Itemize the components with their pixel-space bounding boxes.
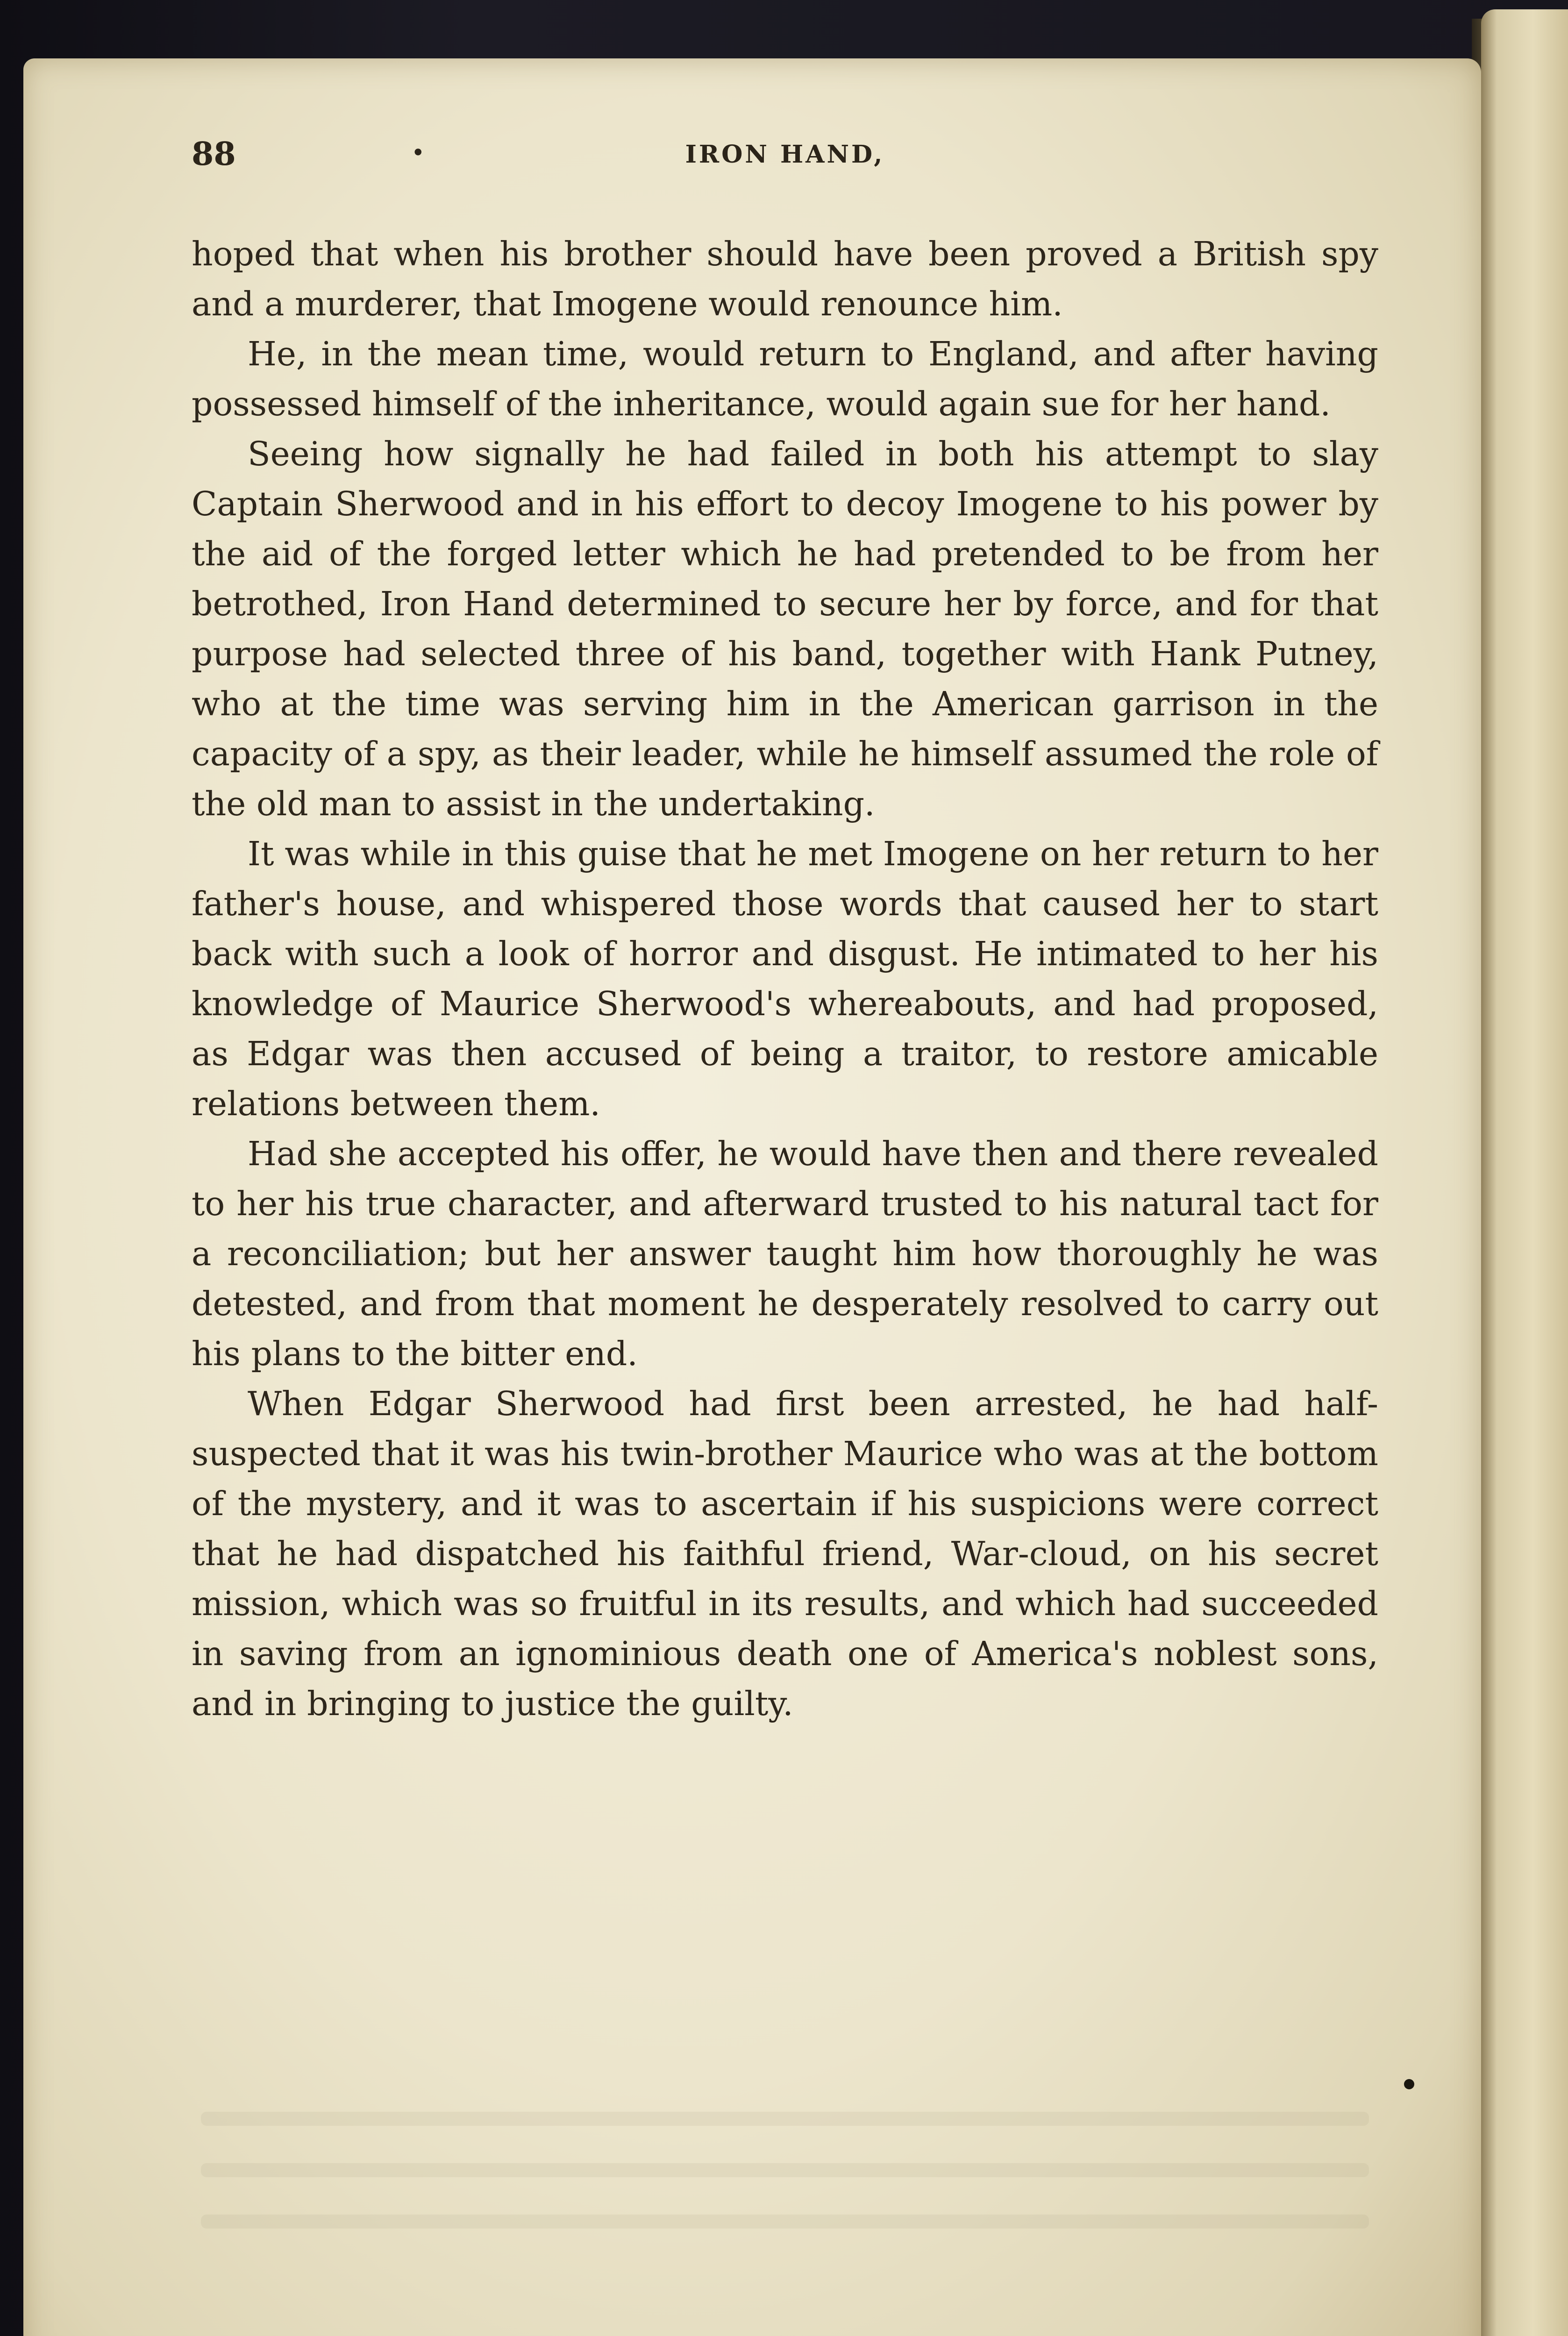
paragraph: He, in the mean time, would return to England, and after having possessed himself of the inheritance, would again sue for her hand.: [192, 335, 1378, 423]
bleed-through: [201, 2163, 1369, 2177]
body-text: [192, 229, 1378, 1729]
ink-spot: [1404, 2079, 1414, 2089]
paragraph: hoped that when his brother should have been proved a British spy and a murderer, that Imogene would renounce him.: [192, 235, 1378, 323]
paragraph: When Edgar Sherwood had first been arrested, he had half-suspected that it was his twin-brother Maurice who was at the bottom of the mystery, and it was to ascertain if his suspicions were correct that he had dispatched his faithful friend, War-cloud, on his secret mission, which was so fruitful in its results, and which had succeeded in saving from an ignominious death one of America's noblest sons, and in bringing to justice the guilty.: [192, 1384, 1378, 1723]
running-head: IRON HAND,: [685, 140, 885, 169]
bleed-through: [201, 2215, 1369, 2229]
page-header: [192, 135, 1378, 178]
facing-page-edge: [1481, 9, 1568, 2336]
paragraph: It was while in this guise that he met Imogene on her return to her father's house, and whispered those words that caused her to start back with such a look of horror and disgust. He intimated to her his knowledge of Maurice Sherwood's whereabouts, and had proposed, as Edgar was then accused of being a traitor, to restore amicable relations between them.: [192, 834, 1378, 1123]
header-separator: •: [411, 139, 425, 166]
page-number: 88: [192, 135, 236, 173]
paragraph: Had she accepted his offer, he would have then and there revealed to her his true character, and afterward trusted to his natural tact for a reconciliation; but her answer taught him how thoroughly he was detested, and from that moment he desperately resolved to carry out his plans to the bitter end.: [192, 1134, 1378, 1373]
bleed-through: [201, 2112, 1369, 2126]
paragraph: Seeing how signally he had failed in both his attempt to slay Captain Sherwood and in his effort to decoy Imogene to his power by the aid of the forged letter which he had pretended to be from her betrothed, Iron Hand determined to secure her by force, and for that purpose had selected three of his band, together with Hank Putney, who at the time was serving him in the American garrison in the capacity of a spy, as their leader, while he himself assumed the role of the old man to assist in the undertaking.: [192, 434, 1378, 823]
